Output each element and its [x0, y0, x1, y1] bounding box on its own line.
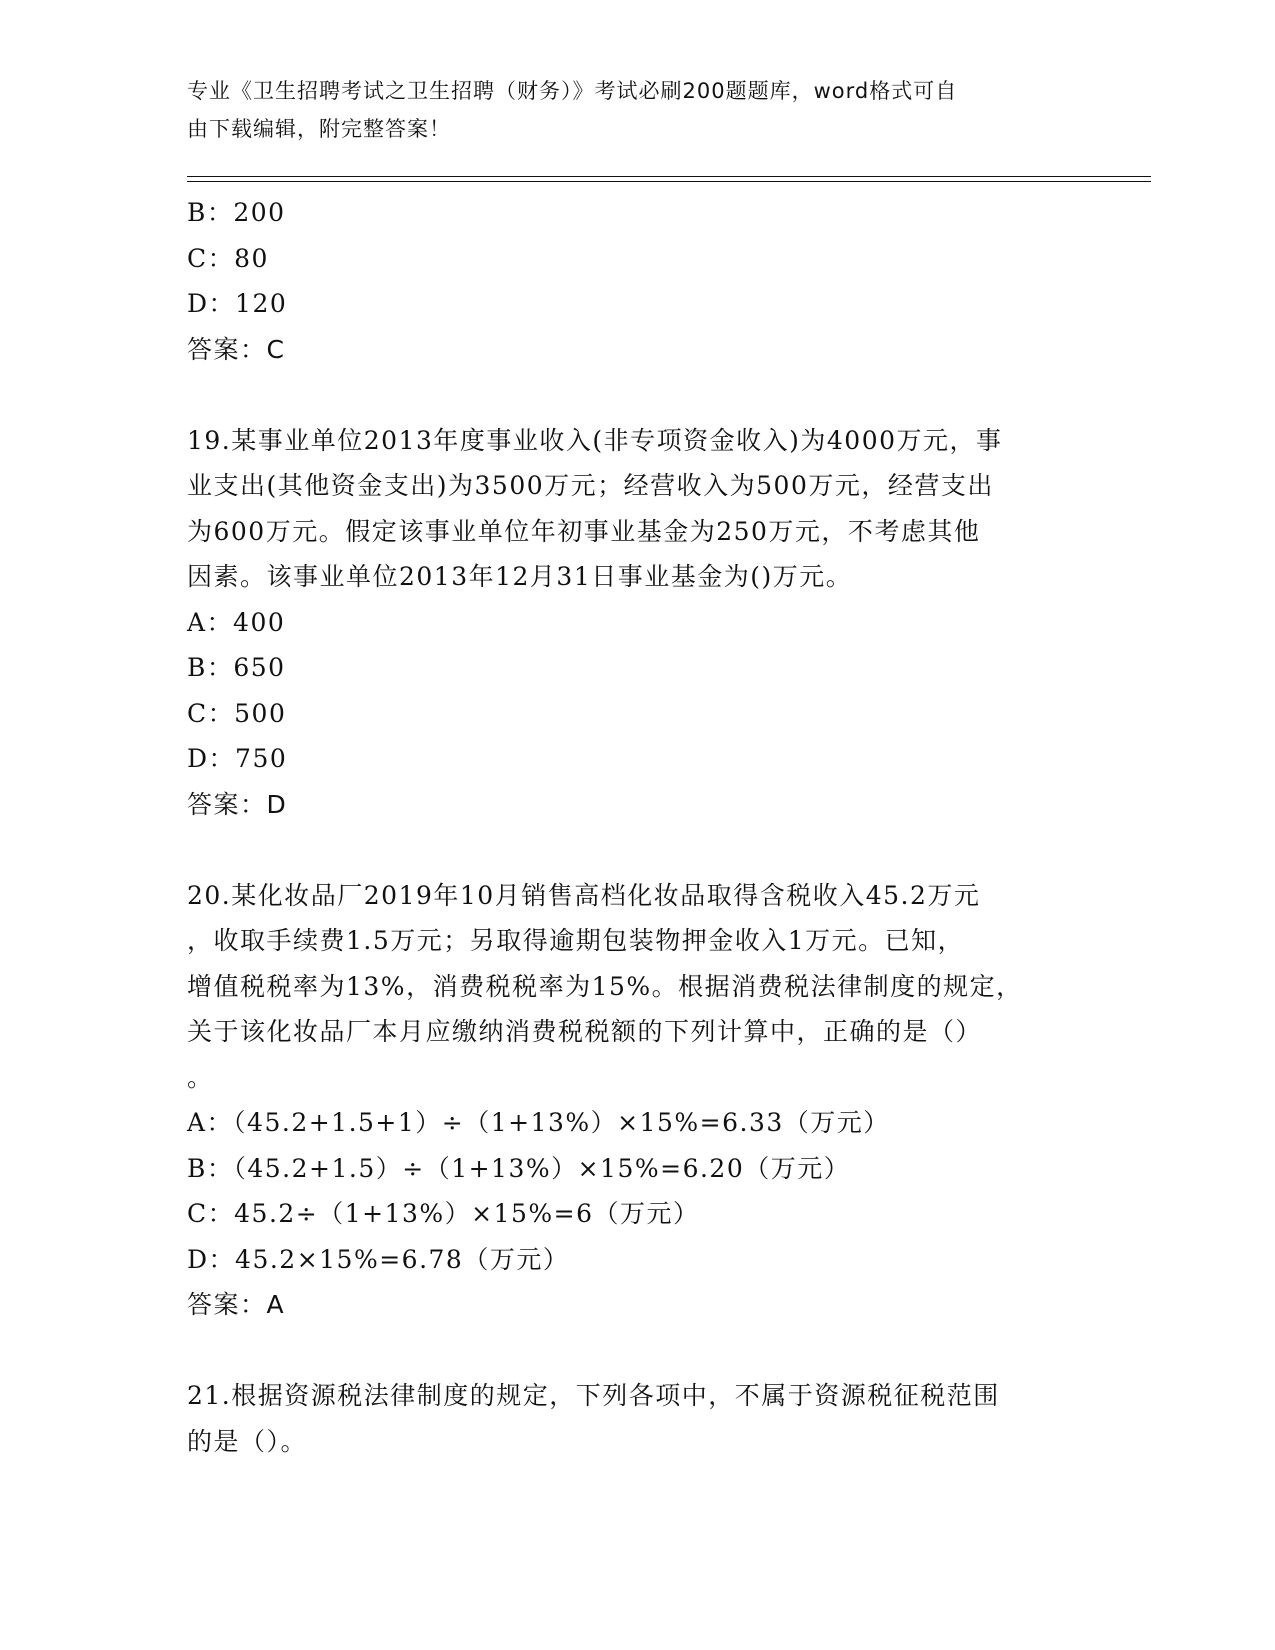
option-a: A：（45.2+1.5+1）÷（1+13%）×15%=6.33（万元）: [187, 1108, 890, 1137]
question-text-line: 。: [187, 1062, 214, 1092]
answer: 答案：D: [187, 789, 288, 819]
question-text-line: 关于该化妆品厂本月应缴纳消费税税额的下列计算中，正确的是（）: [187, 1017, 983, 1046]
option-b: B：200: [187, 198, 286, 227]
question-18-tail: [187, 190, 1087, 372]
answer: 答案：C: [187, 334, 286, 364]
option-d: D：45.2×15%=6.78（万元）: [187, 1244, 570, 1274]
question-text-line: 21.根据资源税法律制度的规定，下列各项中，不属于资源税征税范围: [187, 1381, 1000, 1410]
question-20: [187, 873, 1087, 1328]
question-text-line: 的是（）。: [187, 1426, 308, 1456]
question-text-line: 业支出(其他资金支出)为3500万元；经营收入为500万元，经营支出: [187, 471, 994, 500]
option-c: C：45.2÷（1+13%）×15%=6（万元）: [187, 1199, 700, 1228]
question-19: [187, 418, 1087, 828]
option-b: B：（45.2+1.5）÷（1+13%）×15%=6.20（万元）: [187, 1153, 851, 1183]
option-a: A：400: [187, 607, 286, 637]
question-list: [187, 190, 1087, 1464]
answer: 答案：A: [187, 1290, 286, 1319]
question-text-line: 20.某化妆品厂2019年10月销售高档化妆品取得含税收入45.2万元: [187, 880, 981, 910]
option-b: B：650: [187, 653, 286, 682]
option-d: D：750: [187, 744, 288, 773]
header-line-2: 由下载编辑，附完整答案！: [187, 117, 451, 141]
option-c: C：500: [187, 698, 287, 728]
question-text-line: ，收取手续费1.5万元；另取得逾期包装物押金收入1万元。已知，: [187, 926, 965, 955]
document-header: [187, 72, 1067, 148]
question-text-line: 19.某事业单位2013年度事业收入(非专项资金收入)为4000万元，事: [187, 425, 1003, 455]
header-rule-bottom: [187, 181, 1151, 182]
header-rule-top: [187, 176, 1151, 177]
option-d: D：120: [187, 289, 288, 318]
question-text-line: 为600万元。假定该事业单位年初事业基金为250万元，不考虑其他: [187, 516, 981, 546]
question-21: [187, 1373, 1087, 1464]
question-text-line: 因素。该事业单位2013年12月31日事业基金为()万元。: [187, 562, 853, 591]
question-text-line: 增值税税率为13%，消费税税率为15%。根据消费税法律制度的规定，: [187, 971, 1023, 1001]
header-line-1: 专业《卫生招聘考试之卫生招聘（财务）》考试必刷200题题库，word格式可自: [187, 79, 958, 103]
option-c: C：80: [187, 243, 269, 273]
